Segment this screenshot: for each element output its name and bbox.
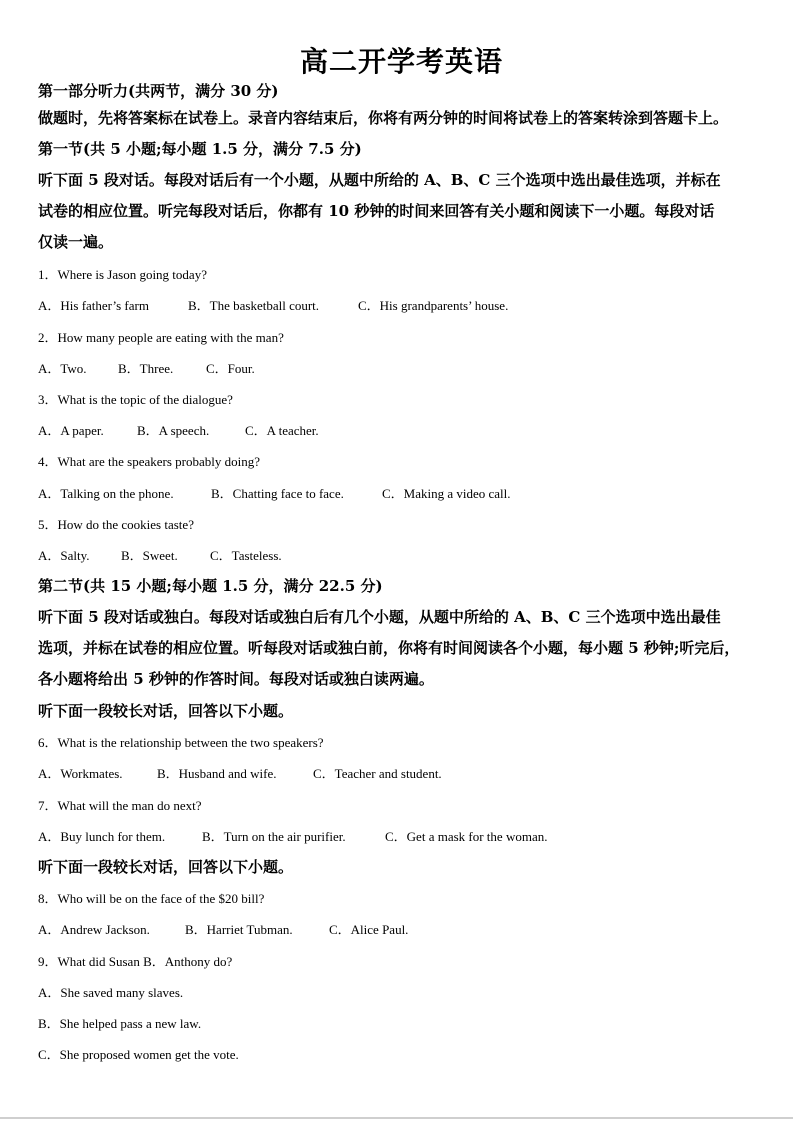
question-6: 6．What is the relationship between the two speakers? [38,735,324,750]
option-c: C．Teacher and student. [313,766,442,781]
part1-heading: 第一部分听力(共两节，满分 30 分) [38,82,279,100]
question-2-options [38,358,255,377]
option-b: B．Three. [118,361,174,376]
question-4-options [38,483,511,502]
option-b: B．Chatting face to face. [211,486,344,501]
option-c: C．Tasteless. [210,548,282,563]
page-title: 高二开学考英语 [299,45,503,78]
option-a: A．Two. [38,361,87,376]
page-bottom-divider [0,1117,793,1119]
listening-prompt-2: 听下面一段较长对话，回答以下小题。 [38,858,294,876]
option-c: C．Making a video call. [382,486,511,501]
option-c: C．Alice Paul. [329,922,409,937]
section2-directions-line-1: 听下面 5 段对话或独白。每段对话或独白后有几个小题，从题中所给的 A、B、C 三个选项中选出最佳 [38,608,721,626]
question-8: 8．Who will be on the face of the $20 bill? [38,891,265,906]
option-a: A．Workmates. [38,766,123,781]
option-b: B．Harriet Tubman. [185,922,293,937]
question-9-option-c: C．She proposed women get the vote. [38,1047,239,1062]
option-c: C．His grandparents’ house. [358,298,509,313]
option-b: B．Turn on the air purifier. [202,829,346,844]
question-2: 2．How many people are eating with the man? [38,330,284,345]
question-8-options [38,919,408,938]
option-a: A．A paper. [38,423,104,438]
option-b: B．The basketball court. [188,298,320,313]
option-a: A．Buy lunch for them. [38,829,166,844]
option-a: A．Andrew Jackson. [38,922,150,937]
question-9: 9．What did Susan B．Anthony do? [38,954,233,969]
section2-heading: 第二节(共 15 小题;每小题 1.5 分，满分 22.5 分) [38,577,383,595]
option-a: A．His father’s farm [38,298,149,313]
question-3: 3．What is the topic of the dialogue? [38,392,233,407]
option-c: C．Get a mask for the woman. [385,829,548,844]
part1-instruction: 做题时，先将答案标在试卷上。录音内容结束后，你将有两分钟的时间将试卷上的答案转涂到答题卡上。 [38,109,729,127]
section1-directions-line-2: 试卷的相应位置。听完每段对话后，你都有 10 秒钟的时间来回答有关小题和阅读下一小题。每段对话 [38,202,715,220]
option-a: A．Talking on the phone. [38,486,174,501]
section2-directions-line-2: 选项，并标在试卷的相应位置。听每段对话或独白前，你将有时间阅读各个小题，每小题 5 秒钟;听完后， [38,639,740,657]
question-9-option-a: A．She saved many slaves. [38,985,184,1000]
question-6-options [38,763,442,782]
question-7-options [38,826,547,845]
option-b: B．Sweet. [121,548,178,563]
section2-directions-line-3: 各小题将给出 5 秒钟的作答时间。每段对话或独白读两遍。 [38,670,434,688]
question-7: 7．What will the man do next? [38,798,202,813]
option-b: B．Husband and wife. [157,766,277,781]
question-1: 1．Where is Jason going today? [38,267,207,282]
section1-directions-line-1: 听下面 5 段对话。每段对话后有一个小题，从题中所给的 A、B、C 三个选项中选出最佳选项，并标在 [38,171,721,189]
option-b: B．A speech. [137,423,210,438]
question-3-options [38,420,319,439]
question-4: 4．What are the speakers probably doing? [38,454,261,469]
option-a: A．Salty. [38,548,90,563]
section1-heading: 第一节(共 5 小题;每小题 1.5 分，满分 7.5 分) [38,140,362,158]
question-5-options [38,545,282,564]
option-c: C．Four. [206,361,255,376]
question-9-option-b: B．She helped pass a new law. [38,1016,202,1031]
question-5: 5．How do the cookies taste? [38,517,194,532]
option-c: C．A teacher. [245,423,319,438]
listening-prompt-1: 听下面一段较长对话，回答以下小题。 [38,702,294,720]
question-1-options [38,295,508,314]
section1-directions-line-3: 仅读一遍。 [38,233,114,251]
